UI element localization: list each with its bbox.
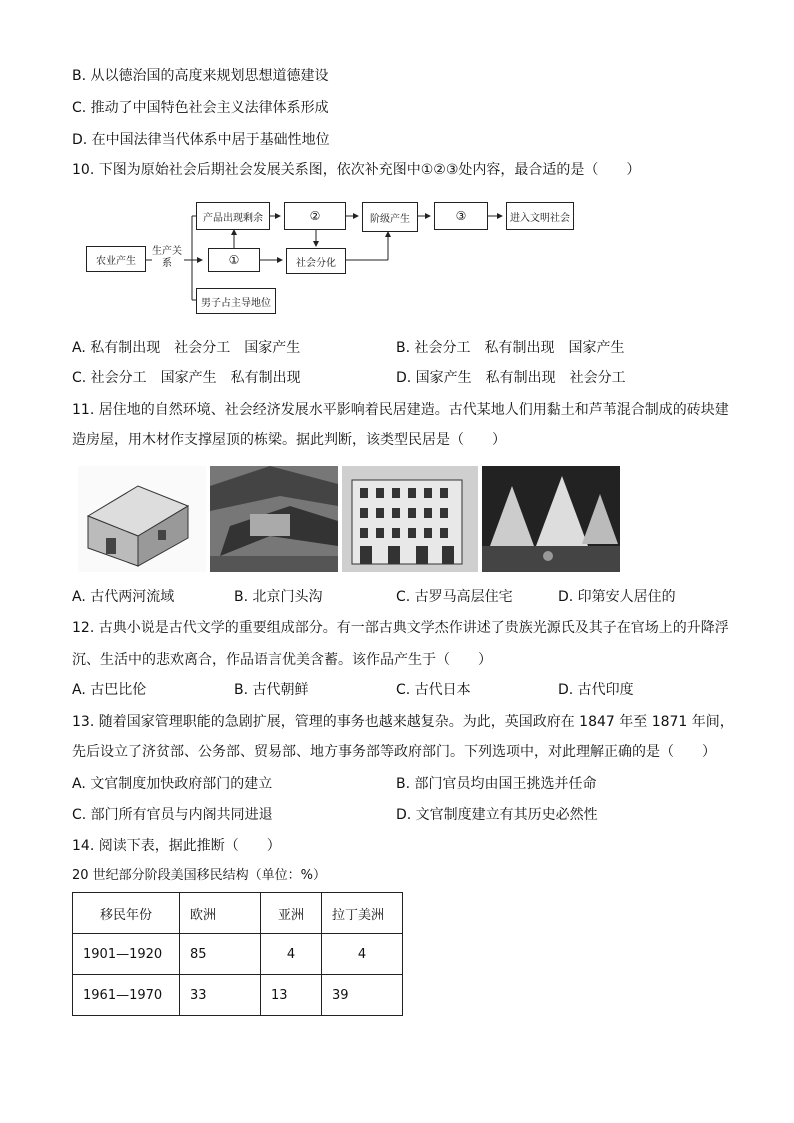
diagram-box-class: 阶级产生 (362, 202, 418, 232)
table-cell: 33 (180, 975, 261, 1016)
q13-option-b: B. 部门官员均由国王挑选并任命 (396, 776, 597, 792)
diagram-box-civilization: 进入文明社会 (506, 202, 574, 230)
table-header-cell: 移民年份 (73, 893, 180, 934)
diagram-box-male-dominance: 男子占主导地位 (196, 288, 276, 314)
q12-stem-line2: 沉、生活中的悲欢离合，作品语言优美含蓄。该作品产生于（ ） (72, 652, 492, 668)
table-cell: 4 (322, 934, 403, 975)
q14-table-caption: 20 世纪部分阶段美国移民结构（单位：%） (72, 868, 327, 883)
diagram-box-blank-3: ③ (434, 202, 488, 230)
q10-option-b: B. 社会分工 私有制出现 国家产生 (396, 340, 625, 356)
photo-d-tepee-camp (482, 466, 620, 572)
diagram-box-blank-1: ① (208, 248, 260, 272)
table-cell: 4 (261, 934, 322, 975)
q10-option-d: D. 国家产生 私有制出现 社会分工 (396, 370, 626, 386)
photo-a-mud-brick-house (78, 466, 206, 572)
q11-option-c: C. 古罗马高层住宅 (396, 589, 513, 605)
table-header-cell: 亚洲 (261, 893, 322, 934)
q12-option-b: B. 古代朝鲜 (234, 682, 309, 698)
photo-b-courtyard-village (210, 466, 338, 572)
diagram-box-division: 社会分化 (286, 248, 346, 274)
dwelling-photos (78, 466, 620, 572)
immigration-table (72, 892, 403, 1016)
social-development-diagram (84, 198, 584, 318)
q11-option-d: D. 印第安人居住的 (558, 589, 676, 605)
table-cell: 85 (180, 934, 261, 975)
q11-option-b: B. 北京门头沟 (234, 589, 323, 605)
table-cell: 13 (261, 975, 322, 1016)
q11-option-a: A. 古代两河流域 (72, 589, 175, 605)
diagram-box-surplus: 产品出现剩余 (196, 202, 270, 230)
q9-option-b: B. 从以德治国的高度来规划思想道德建设 (72, 68, 329, 84)
diagram-box-blank-2: ② (284, 202, 346, 230)
table-header-cell: 欧洲 (180, 893, 261, 934)
q10-option-c: C. 社会分工 国家产生 私有制出现 (72, 370, 301, 386)
q10-stem: 10. 下图为原始社会后期社会发展关系图，依次补充图中①②③处内容，最合适的是（ ） (72, 162, 641, 178)
diagram-label-relations: 生产关系 (152, 246, 182, 269)
diagram-box-agriculture: 农业产生 (86, 246, 146, 272)
q11-stem-line2: 造房屋，用木材作支撑屋顶的栋梁。据此判断，该类型民居是（ ） (72, 432, 506, 448)
table-header-cell: 拉丁美洲 (322, 893, 403, 934)
q13-option-a: A. 文官制度加快政府部门的建立 (72, 776, 273, 792)
q13-stem-line1: 13. 随着国家管理职能的急剧扩展，管理的事务也越来越复杂。为此，英国政府在 1847 年至 1871 年间， (72, 714, 734, 730)
table-row (73, 934, 403, 975)
q12-option-c: C. 古代日本 (396, 682, 471, 698)
q13-stem-line2: 先后设立了济贫部、公务部、贸易部、地方事务部等政府部门。下列选项中，对此理解正确的是（ ） (72, 744, 716, 760)
q12-option-d: D. 古代印度 (558, 682, 634, 698)
table-cell: 1961—1970 (73, 975, 180, 1016)
q14-stem: 14. 阅读下表，据此推断（ ） (72, 838, 281, 854)
photo-c-roman-insula (342, 466, 478, 572)
table-header-row (73, 893, 403, 934)
q11-stem-line1: 11. 居住地的自然环境、社会经济发展水平影响着民居建造。古代某地人们用黏土和芦苇混合制成的砖块建 (72, 402, 729, 418)
q13-option-d: D. 文官制度建立有其历史必然性 (396, 807, 598, 823)
q12-option-a: A. 古巴比伦 (72, 682, 147, 698)
q9-option-c: C. 推动了中国特色社会主义法律体系形成 (72, 100, 329, 116)
table-cell: 39 (322, 975, 403, 1016)
q10-option-a: A. 私有制出现 社会分工 国家产生 (72, 340, 301, 356)
q9-option-d: D. 在中国法律当代体系中居于基础性地位 (72, 132, 330, 148)
table-row (73, 975, 403, 1016)
q13-option-c: C. 部门所有官员与内阁共同进退 (72, 807, 273, 823)
table-cell: 1901—1920 (73, 934, 180, 975)
q12-stem-line1: 12. 古典小说是古代文学的重要组成部分。有一部古典文学杰作讲述了贵族光源氏及其子在官场上的升降浮 (72, 620, 729, 636)
